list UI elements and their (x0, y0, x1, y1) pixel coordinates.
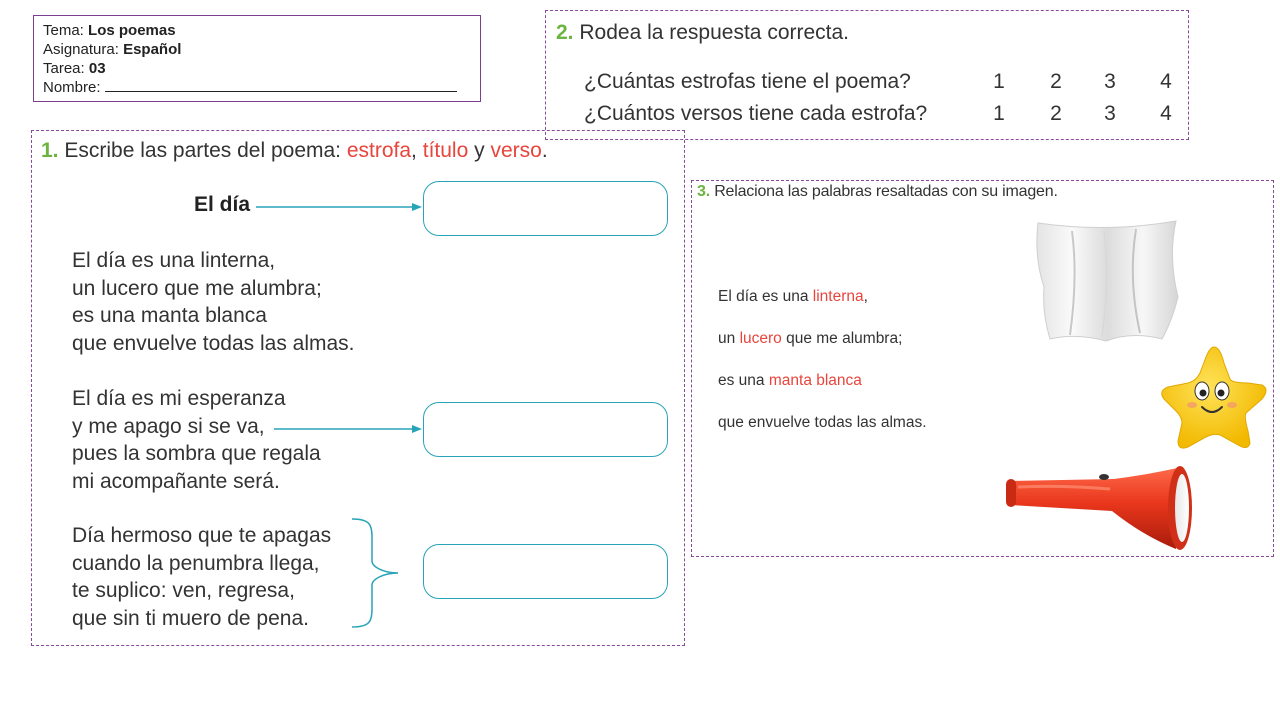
highlight-linterna[interactable]: linterna (812, 288, 864, 305)
poem-line-4: que envuelve todas las almas. (718, 414, 927, 431)
answer-box-estrofa[interactable] (423, 544, 668, 599)
nombre-row: Nombre: (43, 78, 471, 97)
stanza-1: El día es una linterna, un lucero que me alumbra; es una manta blanca que envuelve todas las almas. (72, 249, 355, 355)
stanza-2: El día es mi esperanza y me apago si se va, pues la sombra que regala mi acompañante será. (72, 387, 321, 493)
section-2-number: 2. (556, 21, 574, 44)
section-1-box (31, 130, 685, 646)
option-2[interactable]: 2 (1050, 102, 1062, 125)
arrow-icon (272, 423, 424, 435)
answer-box-verso[interactable] (423, 402, 668, 457)
tema-row: Tema: Los poemas (43, 22, 176, 39)
section-1-instruction: 1. Escribe las partes del poema: estrofa, título y verso. (41, 139, 548, 162)
option-1[interactable]: 1 (993, 70, 1005, 93)
option-4[interactable]: 4 (1160, 102, 1172, 125)
header-info-box (33, 15, 481, 102)
highlight-manta-blanca[interactable]: manta blanca (768, 372, 862, 389)
option-3[interactable]: 3 (1104, 70, 1116, 93)
word-estrofa: estrofa (346, 139, 412, 162)
stanza-3: Día hermoso que te apagas cuando la penumbra llega, te suplico: ven, regresa, que sin ti muero de pena. (72, 524, 332, 630)
highlight-lucero[interactable]: lucero (739, 330, 782, 347)
section-2-instruction: 2. Rodea la respuesta correcta. (556, 21, 850, 44)
option-1[interactable]: 1 (993, 102, 1005, 125)
option-3[interactable]: 3 (1104, 102, 1116, 125)
question-text: ¿Cuántas estrofas tiene el poema? (584, 70, 911, 93)
section-2-box (545, 10, 1189, 140)
question-text: ¿Cuántos versos tiene cada estrofa? (584, 102, 928, 125)
tema-value: Los poemas (88, 22, 176, 39)
section-3-instruction: 3. Relaciona las palabras resaltadas con su imagen. (697, 183, 1058, 200)
answer-box-title[interactable] (423, 181, 668, 236)
asignatura-value: Español (123, 41, 182, 58)
tarea-row: Tarea: 03 (43, 60, 106, 77)
word-titulo: título (422, 139, 469, 162)
section-3-number: 3. (697, 183, 710, 200)
question-row-1 (584, 70, 1184, 98)
section-1-number: 1. (41, 139, 59, 162)
section-3-box (691, 180, 1274, 557)
poem-line-2: un lucero que me alumbra; (718, 330, 903, 347)
nombre-input-line[interactable] (105, 78, 457, 92)
poem-title: El día (194, 193, 251, 216)
red-flashlight-icon[interactable] (1002, 459, 1198, 555)
arrow-icon (254, 201, 424, 213)
tarea-value: 03 (88, 60, 106, 77)
word-verso: verso (490, 139, 542, 162)
curly-brace-icon (350, 517, 402, 629)
option-4[interactable]: 4 (1160, 70, 1172, 93)
asignatura-row: Asignatura: Español (43, 41, 182, 58)
white-blanket-icon[interactable] (1032, 217, 1182, 343)
question-row-2 (584, 102, 1184, 130)
poem-line-3: es una manta blanca (718, 372, 862, 389)
option-2[interactable]: 2 (1050, 70, 1062, 93)
poem-line-1: El día es una linterna, (718, 288, 868, 305)
smiling-star-icon[interactable] (1158, 343, 1270, 453)
